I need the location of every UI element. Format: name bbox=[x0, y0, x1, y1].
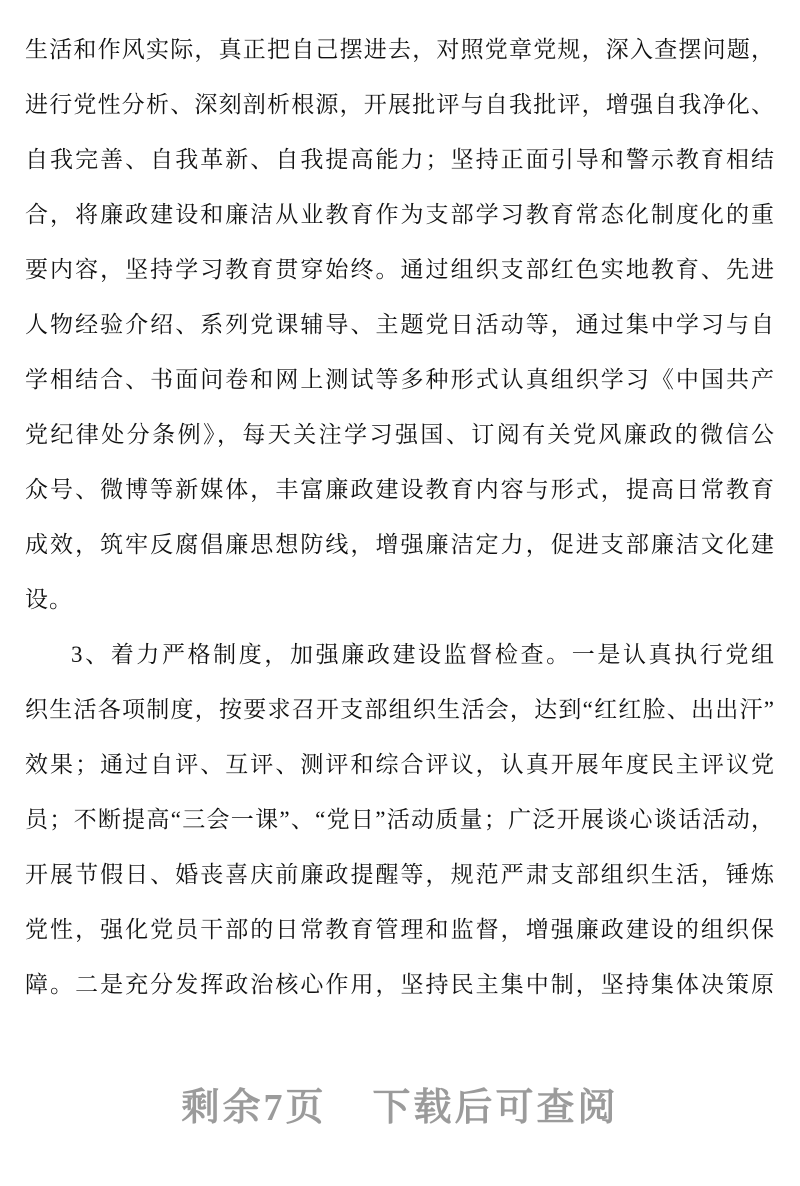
text-line: 生活和作风实际，真正把自己摆进去，对照党章党规，深入查摆问题， bbox=[25, 37, 775, 62]
text-line: 合，将廉政建设和廉洁从业教育作为支部学习教育常态化制度化的重 bbox=[25, 202, 775, 227]
text-line: 人物经验介绍、系列党课辅导、主题党日活动等，通过集中学习与自 bbox=[25, 312, 775, 337]
text-line: 进行党性分析、深刻剖析根源，开展批评与自我批评，增强自我净化、 bbox=[25, 92, 775, 117]
text-line: 障。二是充分发挥政治核心作用，坚持民主集中制，坚持集体决策原 bbox=[25, 972, 775, 997]
text-line: 要内容，坚持学习教育贯穿始终。通过组织支部红色实地教育、先进 bbox=[25, 257, 775, 282]
text-line: 学相结合、书面问卷和网上测试等多种形式认真组织学习《中国共产 bbox=[25, 367, 775, 392]
text-line: 党性，强化党员干部的日常教育管理和监督，增强廉政建设的组织保 bbox=[25, 917, 775, 942]
download-note-text: 下载后可查阅 bbox=[372, 1087, 619, 1129]
text-line: 员；不断提高“三会一课”、“党日”活动质量；广泛开展谈心谈话活动， bbox=[25, 807, 775, 832]
text-line: 设。 bbox=[25, 587, 73, 612]
text-line: 自我完善、自我革新、自我提高能力；坚持正面引导和警示教育相结 bbox=[25, 147, 775, 172]
text-line: 织生活各项制度，按要求召开支部组织生活会，达到“红红脸、出出汗” bbox=[25, 697, 775, 722]
text-line: 开展节假日、婚丧喜庆前廉政提醒等，规范严肃支部组织生活，锤炼 bbox=[25, 862, 775, 887]
pages-remaining-text: 剩余7页 bbox=[181, 1087, 327, 1129]
text-line: 众号、微博等新媒体，丰富廉政建设教育内容与形式，提高日常教育 bbox=[25, 477, 775, 502]
text-line: 党纪律处分条例》，每天关注学习强国、订阅有关党风廉政的微信公 bbox=[25, 422, 775, 447]
download-notice bbox=[0, 1076, 800, 1131]
text-line: 效果；通过自评、互评、测评和综合评议，认真开展年度民主评议党 bbox=[25, 752, 775, 777]
text-line: 成效，筑牢反腐倡廉思想防线，增强廉洁定力，促进支部廉洁文化建 bbox=[25, 532, 775, 557]
text-line: 3、着力严格制度，加强廉政建设监督检查。一是认真执行党组 bbox=[71, 642, 775, 667]
